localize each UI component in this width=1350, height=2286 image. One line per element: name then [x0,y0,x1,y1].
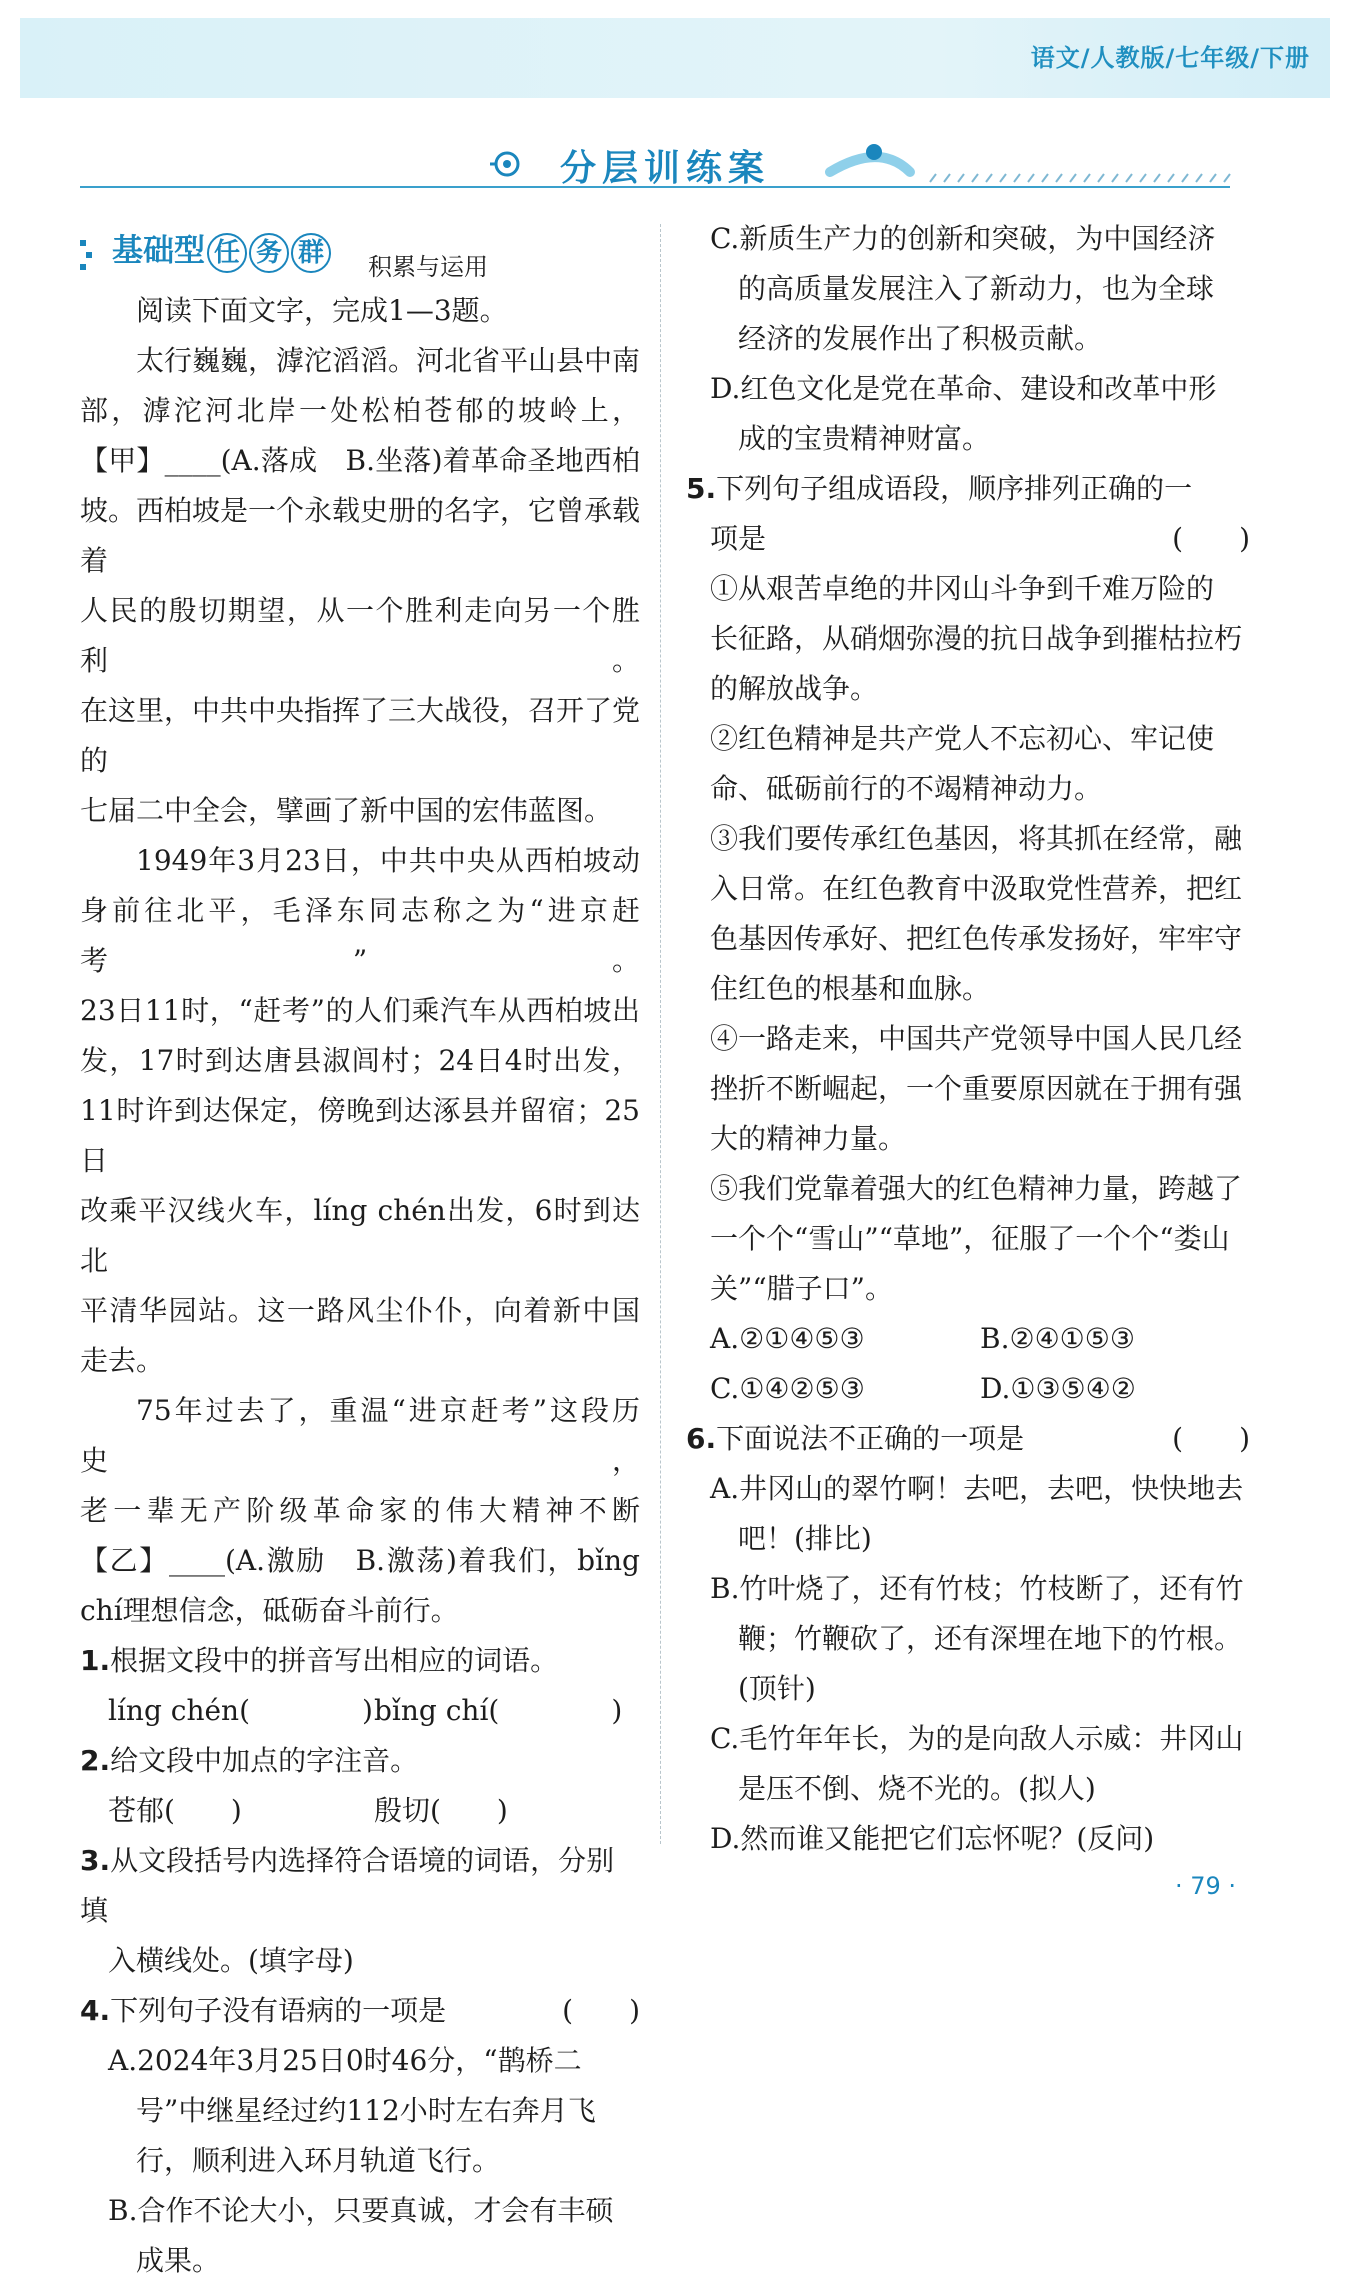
question-text: 给文段中加点的字注音。 [110,1744,419,1777]
sentence-line: 住红色的根基和血脉。 [710,972,991,1005]
section-title: 分层训练案 [560,148,771,189]
question-text: 入横线处。(填字母) [108,1944,354,1977]
passage-line: 11时许到达保定，傍晚到达涿县并留宿；25日 [80,1094,640,1177]
question-3 [80,1836,640,1986]
column-divider [660,224,661,1844]
question-text: 下列句子没有语病的一项是 [110,1994,447,2027]
passage-line: 部，滹沱河北岸一处松柏苍郁的坡岭上， [80,394,640,427]
passage-line: 人民的殷切期望，从一个胜利走向另一个胜利。 [80,594,640,677]
question-4-option-d[interactable] [710,364,1250,464]
question-text: 根据文段中的拼音写出相应的词语。 [110,1644,559,1677]
option-b-line: (顶针) [738,1672,816,1705]
passage-line: 平清华园站。这一路风尘仆仆，向着新中国 [80,1294,640,1327]
question-text: 项是 [710,522,767,555]
sentence-line: 一个个“雪山”“草地”，征服了一个个“娄山 [710,1222,1230,1255]
title-decoration-icon [820,142,1240,186]
option-a-line: 行，顺利进入环月轨道飞行。 [136,2144,501,2177]
option-c-line: 是压不倒、烧不光的。(拟人) [738,1772,1096,1805]
passage-line: 【甲】____(A.落成 B.坐落)着革命圣地西柏 [80,444,640,477]
task-circle-char: 务 [249,233,289,273]
passage-line: 坡。西柏坡是一个永载史册的名字，它曾承载着 [80,494,641,577]
task-circle-char: 群 [291,233,331,273]
option-a-line: 号”中继星经过约112小时左右奔月飞 [136,2094,596,2127]
right-column [686,214,1250,1864]
sentence-line: ⑤我们党靠着强大的红色精神力量，跨越了 [710,1172,1243,1205]
passage-line: 发，17时到达唐县淑闾村；24日4时出发， [80,1044,640,1077]
question-number: 4. [80,1994,111,2027]
answer-blank[interactable]: líng chén( ) [108,1694,373,1727]
question-number: 5. [686,472,717,505]
book-label: 语文/人教版/七年级/下册 [1030,44,1310,72]
passage-line: 太行巍巍，滹沱滔滔。河北省平山县中南 [136,344,641,377]
question-1 [80,1636,640,1736]
question-6 [686,1414,1250,1864]
answer-paren[interactable]: ( ) [562,1994,640,2027]
question-number: 6. [686,1422,717,1455]
option-line: 的高质量发展注入了新动力，也为全球 [738,272,1215,305]
sentence-line: 色基因传承好、把红色传承发扬好，牢牢守 [710,922,1243,955]
sentence-line: ②红色精神是共产党人不忘初心、牢记使 [710,722,1215,755]
question-number: 2. [80,1744,111,1777]
passage-line: 23日11时，“赶考”的人们乘汽车从西柏坡出 [80,994,640,1027]
option-b-line: 鞭；竹鞭砍了，还有深埋在地下的竹根。 [738,1622,1243,1655]
question-text: 从文段括号内选择符合语境的词语，分别填 [80,1844,615,1927]
passage-line: 改乘平汉线火车，líng chén出发，6时到达北 [80,1194,640,1277]
left-column [80,224,640,2286]
answer-paren[interactable]: ( ) [1172,1422,1250,1455]
answer-paren[interactable]: ( ) [1172,522,1250,555]
answer-blank[interactable]: bǐng chí( ) [374,1694,623,1727]
question-text: 下面说法不正确的一项是 [716,1422,1025,1455]
option-d[interactable]: D.①③⑤④② [980,1372,1136,1405]
task-subtitle: 积累与运用 [368,253,488,281]
option-b-line[interactable]: B.竹叶烧了，还有竹枝；竹枝断了，还有竹 [710,1572,1244,1605]
question-number: 1. [80,1644,111,1677]
option-b-line[interactable]: B.合作不论大小，只要真诚，才会有丰硕 [108,2194,614,2227]
passage-paragraph-2 [80,836,640,1386]
task-title: 基础型 [112,233,205,269]
sentence-line: ①从艰苦卓绝的井冈山斗争到千难万险的 [710,572,1215,605]
option-line: 成的宝贵精神财富。 [738,422,991,455]
option-a[interactable]: A.②①④⑤③ [710,1322,865,1355]
task-circle-char: 任 [207,233,247,273]
sentence-line: 的解放战争。 [710,672,879,705]
question-5 [686,464,1250,1414]
passage-line: chí理想信念，砥砺奋斗前行。 [80,1594,459,1627]
passage-line: 1949年3月23日，中共中央从西柏坡动 [136,844,640,877]
answer-blank[interactable]: 苍郁( ) [108,1794,242,1827]
sentence-line: ③我们要传承红色基因，将其抓在经常，融 [710,822,1243,855]
sentence-line: ④一路走来，中国共产党领导中国人民几经 [710,1022,1243,1055]
option-line: C.新质生产力的创新和突破，为中国经济 [710,222,1216,255]
option-line: D.红色文化是党在革命、建设和改革中形 [710,372,1217,405]
passage-line: 【乙】____(A.激励 B.激荡)着我们，bǐng [80,1544,640,1577]
option-c-line[interactable]: C.毛竹年年长，为的是向敌人示威：井冈山 [710,1722,1244,1755]
question-4-option-c[interactable] [710,214,1250,364]
passage-paragraph-1 [80,336,640,836]
reading-instruction: 阅读下面文字，完成1—3题。 [136,294,508,327]
page-number: · 79 · [1175,1872,1237,1900]
passage-line: 老一辈无产阶级革命家的伟大精神不断 [80,1494,640,1527]
passage-line: 75年过去了，重温“进京赶考”这段历史， [80,1394,640,1477]
passage-line: 七届二中全会，擘画了新中国的宏伟蓝图。 [80,794,613,827]
option-c[interactable]: C.①④②⑤③ [710,1372,865,1405]
option-a-line[interactable]: A.井冈山的翠竹啊！去吧，去吧，快快地去 [710,1472,1244,1505]
option-line: 经济的发展作出了积极贡献。 [738,322,1103,355]
sentence-line: 命、砥砺前行的不竭精神动力。 [710,772,1103,805]
option-a-line[interactable]: A.2024年3月25日0时46分，“鹊桥二 [108,2044,582,2077]
passage-line: 在这里，中共中央指挥了三大战役，召开了党的 [80,694,641,777]
sentence-line: 长征路，从硝烟弥漫的抗日战争到摧枯拉朽 [710,622,1243,655]
option-a-line: 吧！(排比) [738,1522,872,1555]
sentence-line: 挫折不断崛起，一个重要原因就在于拥有强 [710,1072,1243,1105]
option-b-line: 成果。 [136,2244,221,2277]
sentence-line: 关”“腊子口”。 [710,1272,893,1305]
passage-paragraph-3 [80,1386,640,1636]
question-number: 3. [80,1844,111,1877]
passage-line: 身前往北平，毛泽东同志称之为“进京赶考”。 [80,894,640,977]
question-4 [80,1986,640,2286]
passage-line: 走去。 [80,1344,165,1377]
section-divider [80,186,1230,188]
answer-blank[interactable]: 殷切( ) [374,1794,508,1827]
sentence-line: 大的精神力量。 [710,1122,907,1155]
option-d-line[interactable]: D.然而谁又能把它们忘怀呢？(反问) [710,1822,1155,1855]
task-heading [80,224,640,286]
target-icon [490,150,524,178]
question-2 [80,1736,640,1836]
sentence-line: 入日常。在红色教育中汲取党性营养，把红 [710,872,1243,905]
bullet-icon [80,240,94,270]
question-text: 下列句子组成语段，顺序排列正确的一 [716,472,1193,505]
option-b[interactable]: B.②④①⑤③ [980,1322,1135,1355]
